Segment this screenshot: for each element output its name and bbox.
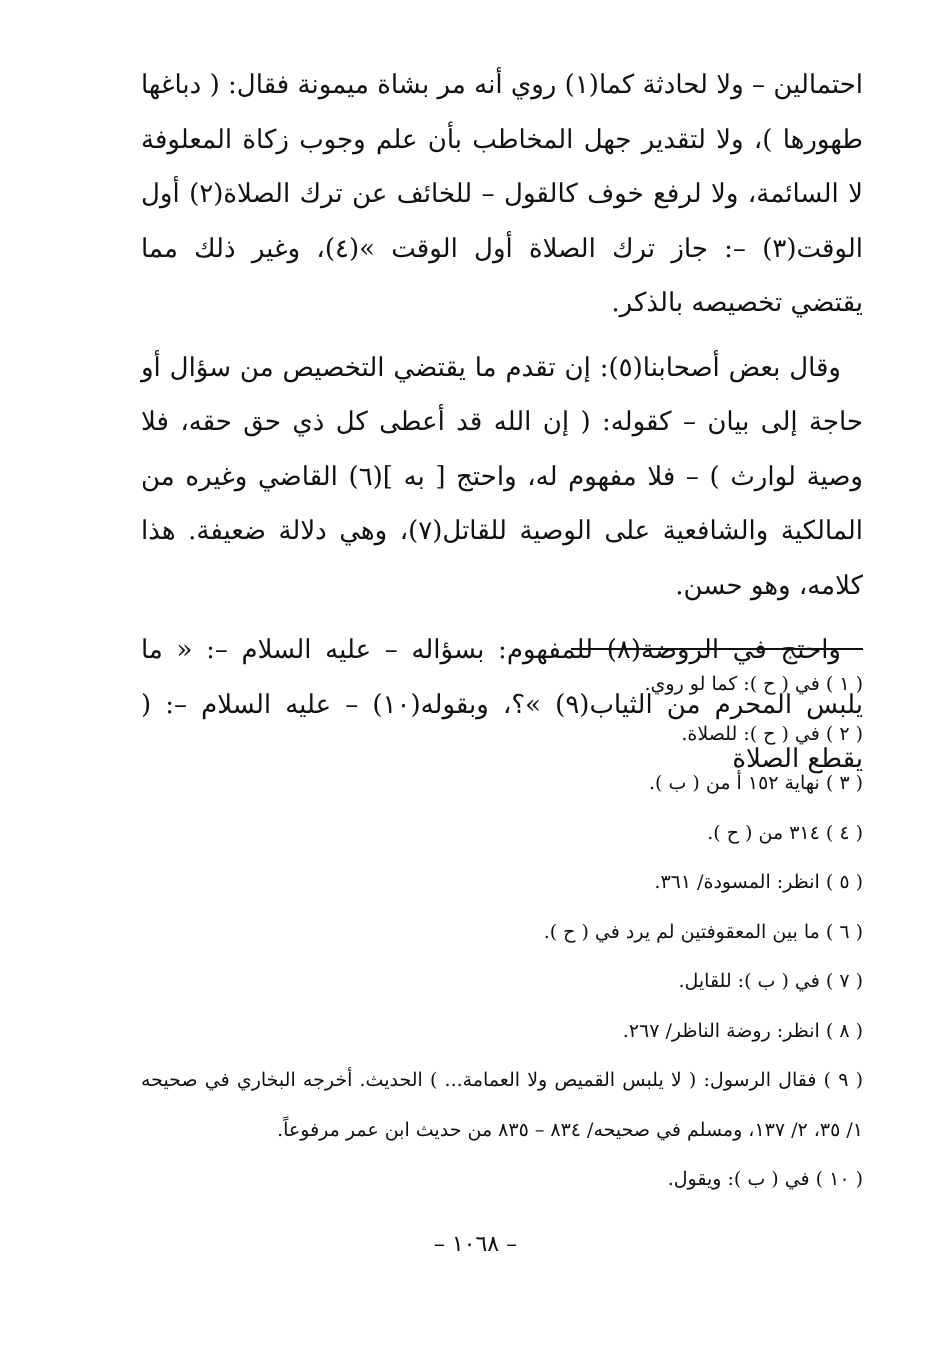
footnote: ( ٥ ) انظر: المسودة/ ٣٦١. xyxy=(654,871,863,893)
main-paragraph: احتمالين – ولا لحادثة كما(١) روي أنه مر بشاة ميمونة فقال: ( دباغها طهورها )، ولا لتقدير جهل المخاطب بأن علم وجوب زكاة المعلوفة لا السائمة، ولا لرفع خوف كالقول – للخائف عن ترك الصلاة(٢) أول الوقت(٣) –: جاز ترك الصلاة أول الوقت »(٤)، وغير ذلك مما يقتضي تخصيصه بالذكر. xyxy=(141,70,863,318)
footnote: ( ١ ) في ( ح ): كما لو روي. xyxy=(644,673,863,695)
footnotes xyxy=(141,660,863,1205)
footnote: ( ٧ ) في ( ب ): للقايل. xyxy=(678,970,863,992)
page-number: – ١٠٦٨ – xyxy=(433,1232,518,1257)
footnote: ( ٣ ) نهاية ١٥٢ أ من ( ب ). xyxy=(648,772,863,794)
main-paragraph: واحتج في الروضة(٨) للمفهوم: بسؤاله – عليه السلام –: « ما يلبس المحرم من الثياب(٩) »؟، وبقوله(١٠) – عليه السلام –: ( يقطع الصلاة xyxy=(141,635,863,774)
footnote-separator xyxy=(571,648,863,650)
footnote: ( ٤ ) ٣١٤ من ( ح ). xyxy=(707,821,863,844)
main-paragraph: وقال بعض أصحابنا(٥): إن تقدم ما يقتضي التخصيص من سؤال أو حاجة إلى بيان – كقوله: ( إن الله قد أعطى كل ذي حق حقه، فلا وصية لوارث ) – فلا مفهوم له، واحتج [ به ](٦) القاضي وغيره من المالكية والشافعية على الوصية للقاتل(٧)، وهي دلالة ضعيفة. هذا كلامه، وهو حسن. xyxy=(141,352,863,601)
footnote: ( ١٠ ) في ( ب ): ويقول. xyxy=(667,1168,863,1190)
footnote: ( ٨ ) انظر: روضة الناظر/ ٢٦٧. xyxy=(622,1019,863,1042)
footnote: ( ٩ ) فقال الرسول: ( لا يلبس القميص ولا العمامة... ) الحديث. أخرجه البخاري في صحيحه ١/ ٣٥، ٢/ ١٣٧، ومسلم في صحيحه/ ٨٣٤ – ٨٣٥ من حديث ابن عمر مرفوعاً. xyxy=(141,1069,864,1141)
footnote: ( ٢ ) في ( ح ): للصلاة. xyxy=(681,722,863,745)
footnote: ( ٦ ) ما بين المعقوفتين لم يرد في ( ح ). xyxy=(543,920,863,943)
